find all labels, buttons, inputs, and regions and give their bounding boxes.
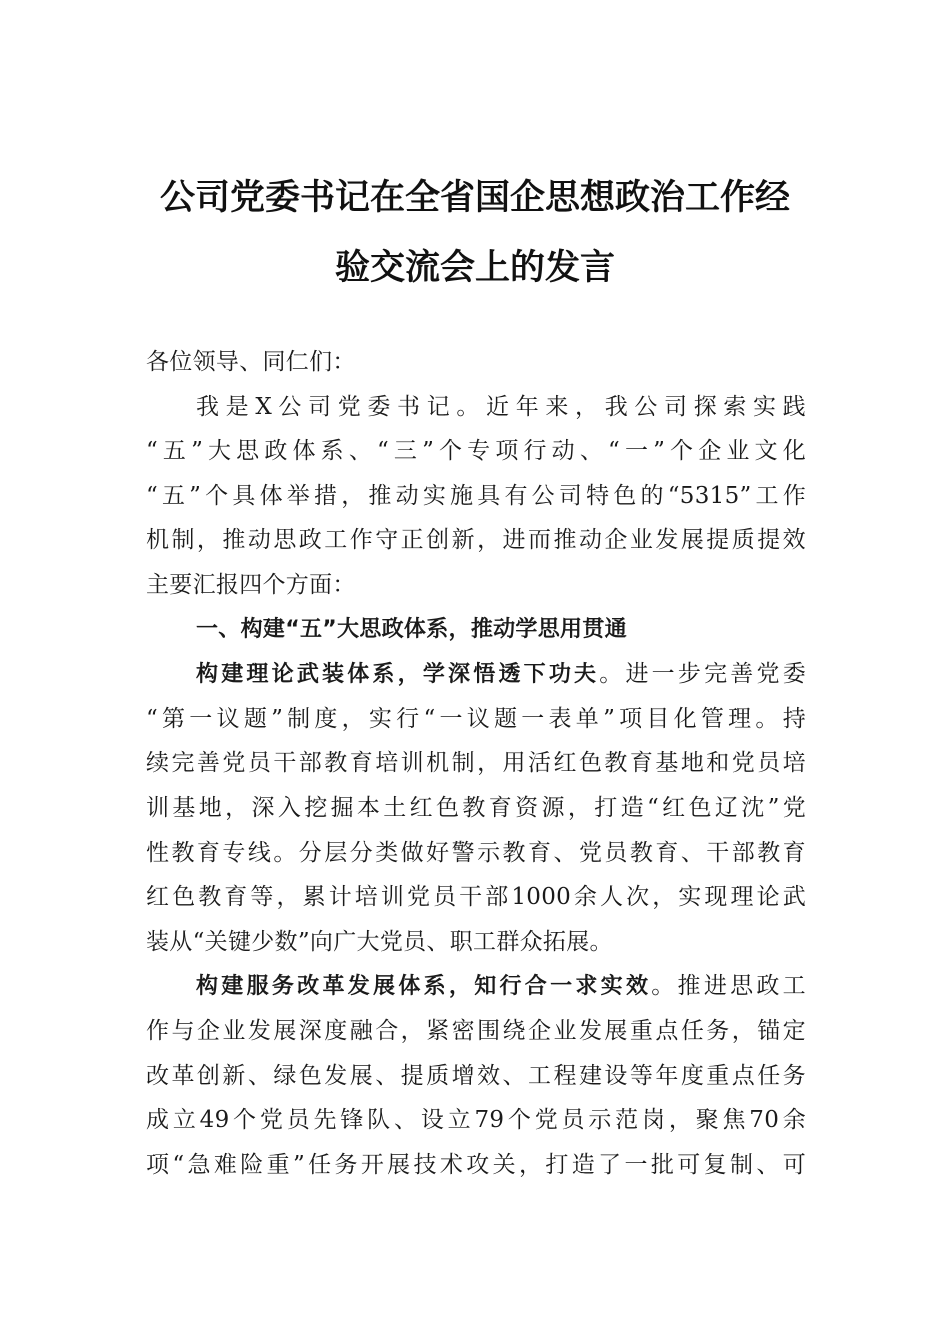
para1-line-7: 装从“关键少数”向广大党员、职工群众拓展。 [146,928,613,955]
para2-line-3: 改革创新、绿色发展、提质增效、工程建设等年度重点任务 [146,1062,806,1089]
para1-line-2: “第一议题”制度，实行“一议题一表单”项目化管理。持 [146,705,806,732]
para1-line-6: 红色教育等，累计培训党员干部1000余人次，实现理论武 [146,884,806,911]
para2-line-2: 作与企业发展深度融合，紧密围绕企业发展重点任务，锚定 [146,1017,806,1044]
section-heading-1: 一、构建“五”大思政体系，推动学思用贯通 [196,616,627,642]
para2-line-5: 项“急难险重”任务开展技术攻关，打造了一批可复制、可 [146,1151,806,1178]
intro-line-2: “五”大思政体系、“三”个专项行动、“一”个企业文化 [146,438,806,465]
para2-lead-tail: 。推进思政工 [651,973,806,1000]
intro-line-1: 我是X公司党委书记。近年来，我公司探索实践 [196,393,806,420]
para1-line-4: 训基地，深入挖掘本土红色教育资源，打造“红色辽沈”党 [146,794,806,821]
para2-lead: 构建服务改革发展体系，知行合一求实效 [196,974,652,1000]
para2-line-1 [146,964,806,1009]
intro-line-4: 机制，推动思政工作守正创新，进而推动企业发展提质提效 [146,527,806,554]
document-title-line-1: 公司党委书记在全省国企思想政治工作经 [159,177,790,218]
para1-line-1 [146,652,806,697]
para1-lead: 构建理论武装体系，学深悟透下功夫 [196,662,600,688]
para1-line-3: 续完善党员干部教育培训机制，用活红色教育基地和党员培 [146,750,806,777]
para1-line-5: 性教育专线。分层分类做好警示教育、党员教育、干部教育 [146,839,806,866]
intro-line-3: “五”个具体举措，推动实施具有公司特色的“5315”工作 [146,482,806,509]
intro-line-5: 主要汇报四个方面： [146,571,356,598]
document-body [146,340,806,1187]
para1-lead-tail: 。进一步完善党委 [599,661,806,688]
document-title-line-2: 验交流会上的发言 [334,247,615,288]
para2-line-4: 成立49个党员先锋队、设立79个党员示范岗，聚焦70余 [146,1107,806,1134]
salutation: 各位领导、同仁们： [146,349,356,375]
